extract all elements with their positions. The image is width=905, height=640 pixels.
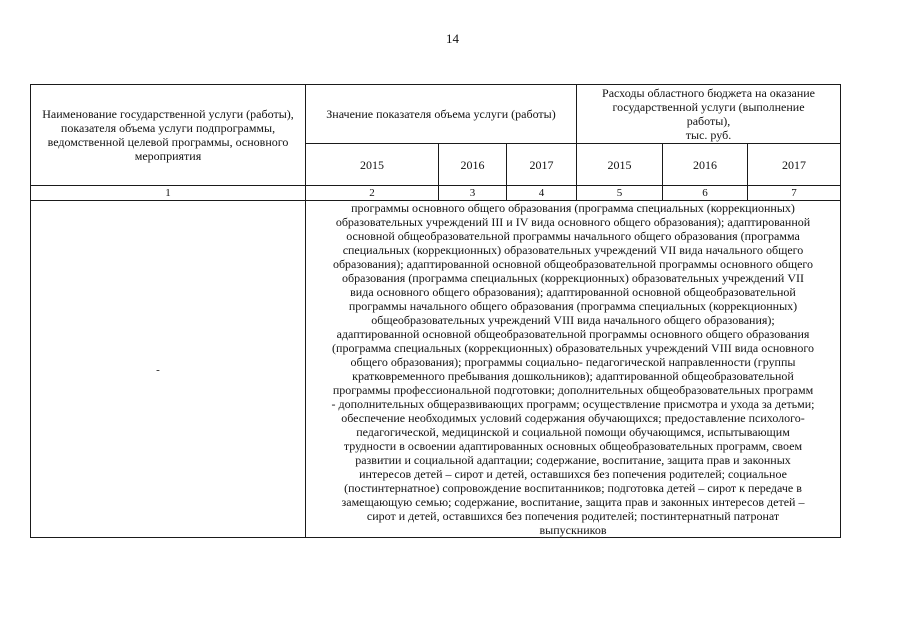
column-number-cell: 2 — [306, 186, 439, 201]
indicator-year-cell: 2016 — [439, 144, 507, 186]
description-line: программы профессиональной подготовки; дополнительных общеобразовательных программ — [332, 383, 814, 397]
services-table — [30, 84, 841, 538]
description-line: адаптированной основной общеобразовательной программы основного общего образования — [336, 327, 810, 341]
description-line: - дополнительных общеразвивающих программ; осуществление присмотра и ухода за детьми; — [331, 397, 815, 411]
column-number-cell: 3 — [439, 186, 507, 201]
description-line: (постинтернатное) сопровождение воспитанников; подготовка детей – сирот к передаче в — [344, 481, 802, 495]
description-line: развитии и социальной адаптации; содержание, воспитание, защита прав и законных — [355, 453, 791, 467]
table-row — [31, 201, 841, 538]
description-line: общего образования); программы социально- педагогической направленности (группы — [350, 355, 796, 369]
indicator-year-cell: 2015 — [306, 144, 439, 186]
budget-year-cell: 2017 — [748, 144, 841, 186]
description-line: вида основного общего образования); адаптированной основной общеобразовательной — [350, 285, 796, 299]
description-line: образования); адаптированной основной общеобразовательной программы основного общего — [332, 257, 814, 271]
header-budget-line: Расходы областного бюджета на оказание — [602, 86, 815, 100]
description-line: выпускников — [539, 523, 607, 537]
header-budget-line: тыс. руб. — [685, 128, 732, 142]
column-numbers-row — [31, 186, 841, 201]
column-number-cell: 1 — [31, 186, 306, 201]
dash-mark: - — [156, 363, 160, 376]
page-number: 14 — [446, 31, 459, 46]
description-line: основной общеобразовательной программы начального общего образования (программа — [346, 229, 800, 243]
description-line: образования (программа специальных (коррекционных) образовательных учреждений VII — [342, 271, 804, 285]
description-line: сирот и детей, оставшихся без попечения родителей; постинтернатный патронат — [366, 509, 780, 523]
column-number-cell: 5 — [577, 186, 663, 201]
description-line: замещающую семью; содержание, воспитание, защита прав и законных интересов детей – — [341, 495, 805, 509]
column-number-cell: 4 — [507, 186, 577, 201]
description-line: трудности в освоении адаптированных основных общеобразовательных программ, своем — [343, 439, 803, 453]
description-line: программы начального общего образования (программа специальных (коррекционных) — [348, 299, 798, 313]
header-indicator-value: Значение показателя объема услуги (работы) — [306, 85, 577, 144]
header-budget-line: работы), — [686, 114, 731, 128]
description-line: образовательных учреждений III и IV вида основного общего образования); адаптированной — [335, 215, 811, 229]
header-budget-line: государственной услуги (выполнение — [612, 100, 805, 114]
budget-year-cell: 2015 — [577, 144, 663, 186]
description-line: педагогической, медицинской и социальной помощи обучающимся, испытывающим — [356, 425, 790, 439]
header-service-name: Наименование государственной услуги (работы), показателя объема услуги подпрограммы, ведомственной целевой программы, основного мероприятия — [31, 85, 306, 186]
indicator-year-cell: 2017 — [507, 144, 577, 186]
description-line: кратковременного пребывания дошкольников); адаптированной общеобразовательной — [352, 369, 794, 383]
table-header-row — [31, 85, 841, 144]
description-line: общеобразовательных учреждений VIII вида начального общего образования); — [371, 313, 775, 327]
service-name-cell — [31, 201, 306, 538]
header-budget-expenses — [577, 85, 841, 144]
description-line: обеспечение необходимых условий содержания обучающихся; предоставление психолого- — [341, 411, 805, 425]
description-line: программы основного общего образования (программа специальных (коррекционных) — [351, 201, 795, 215]
column-number-cell: 6 — [663, 186, 748, 201]
description-line: интересов детей – сирот и детей, оставшихся без попечения родителей; социальное — [359, 467, 787, 481]
column-number-cell: 7 — [748, 186, 841, 201]
description-line: специальных (коррекционных) образовательных учреждений VII вида начального общего — [342, 243, 804, 257]
description-line: (программа специальных (коррекционных) образовательных учреждений VIII вида основного — [332, 341, 814, 355]
budget-year-cell: 2016 — [663, 144, 748, 186]
service-description-cell — [306, 201, 841, 538]
